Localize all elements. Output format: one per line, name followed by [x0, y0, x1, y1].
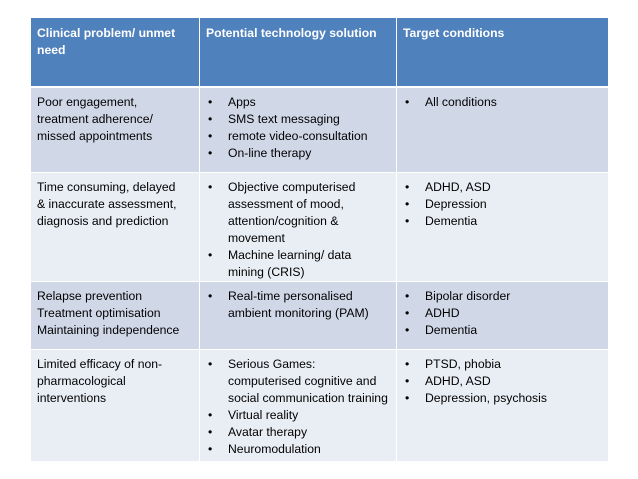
header-cell-technology-solution: Potential technology solution [200, 18, 397, 88]
solution-item [206, 247, 390, 281]
bullet-icon: • [208, 289, 213, 303]
bullet-icon: • [208, 408, 213, 422]
problem-cell [31, 350, 200, 462]
conditions-list [403, 179, 602, 230]
solution-item [206, 288, 390, 322]
problem-cell [31, 173, 200, 282]
solution-item-text: Neuromodulation [228, 442, 321, 456]
problem-line: Relapse prevention [37, 289, 143, 303]
conditions-cell [397, 282, 608, 350]
conditions-cell [397, 350, 608, 462]
problem-line: & inaccurate assessment, [37, 197, 177, 211]
problem-line: missed appointments [37, 129, 153, 143]
condition-item [403, 322, 602, 339]
bullet-icon: • [405, 95, 410, 109]
solution-cell [200, 350, 397, 462]
solution-item-text: On-line therapy [228, 146, 312, 160]
bullet-icon: • [208, 112, 213, 126]
condition-item-text: Dementia [425, 323, 478, 337]
problem-line: Maintaining independence [37, 323, 180, 337]
solution-list [206, 179, 390, 281]
condition-item [403, 356, 602, 373]
conditions-list [403, 356, 602, 407]
solution-item [206, 94, 390, 111]
solution-item [206, 145, 390, 162]
solution-list [206, 288, 390, 322]
condition-item-text: ADHD, ASD [425, 374, 491, 388]
bullet-icon: • [208, 95, 213, 109]
technology-solutions-table [31, 18, 608, 462]
solution-item [206, 356, 390, 407]
solution-item-text: Real-time personalised ambient monitoring (PAM) [228, 289, 369, 320]
solution-item-text: SMS text messaging [228, 112, 340, 126]
bullet-icon: • [405, 357, 410, 371]
condition-item-text: Bipolar disorder [425, 289, 511, 303]
problem-line: Limited efficacy of non- [37, 357, 163, 371]
condition-item [403, 213, 602, 230]
problem-line: diagnosis and prediction [37, 214, 169, 228]
condition-item [403, 373, 602, 390]
solution-item [206, 128, 390, 145]
problem-cell [31, 88, 200, 173]
problem-cell [31, 282, 200, 350]
problem-line: interventions [37, 391, 107, 405]
bullet-icon: • [208, 248, 213, 262]
solution-item [206, 424, 390, 441]
condition-item [403, 196, 602, 213]
solution-item-text: remote video-consultation [228, 129, 368, 143]
bullet-icon: • [405, 197, 410, 211]
condition-item-text: All conditions [425, 95, 497, 109]
solution-list [206, 356, 390, 458]
solution-item [206, 441, 390, 458]
bullet-icon: • [405, 289, 410, 303]
problem-line: pharmacological [37, 374, 126, 388]
bullet-icon: • [405, 374, 410, 388]
header-cell-target-conditions: Target conditions [397, 18, 608, 88]
solution-item [206, 179, 390, 247]
bullet-icon: • [405, 391, 410, 405]
bullet-icon: • [405, 180, 410, 194]
bullet-icon: • [208, 425, 213, 439]
condition-item [403, 305, 602, 322]
solution-item [206, 407, 390, 424]
problem-line: Time consuming, delayed [37, 180, 176, 194]
bullet-icon: • [208, 442, 213, 456]
bullet-icon: • [208, 129, 213, 143]
condition-item-text: ADHD, ASD [425, 180, 491, 194]
solution-list [206, 94, 390, 162]
solution-item-text: Virtual reality [228, 408, 299, 422]
solution-item-text: Serious Games: computerised cognitive and social communication training [228, 357, 388, 405]
condition-item-text: Depression [425, 197, 487, 211]
solution-item-text: Objective computerised assessment of mood, attention/cognition & movement [228, 180, 356, 245]
conditions-list [403, 288, 602, 339]
conditions-list [403, 94, 602, 111]
conditions-cell [397, 88, 608, 173]
condition-item [403, 179, 602, 196]
conditions-cell [397, 173, 608, 282]
condition-item-text: ADHD [425, 306, 460, 320]
condition-item [403, 390, 602, 407]
condition-item-text: Dementia [425, 214, 478, 228]
condition-item [403, 94, 602, 111]
bullet-icon: • [405, 323, 410, 337]
problem-line: treatment adherence/ [37, 112, 153, 126]
problem-line: Poor engagement, [37, 95, 138, 109]
solution-cell [200, 282, 397, 350]
header-cell-clinical-problem: Clinical problem/ unmet need [31, 18, 200, 88]
condition-item-text: PTSD, phobia [425, 357, 501, 371]
bullet-icon: • [405, 306, 410, 320]
bullet-icon: • [208, 180, 213, 194]
solution-item-text: Avatar therapy [228, 425, 308, 439]
solution-item-text: Apps [228, 95, 256, 109]
solution-cell [200, 88, 397, 173]
bullet-icon: • [208, 357, 213, 371]
bullet-icon: • [208, 146, 213, 160]
bullet-icon: • [405, 214, 410, 228]
problem-line: Treatment optimisation [37, 306, 161, 320]
condition-item-text: Depression, psychosis [425, 391, 547, 405]
solution-cell [200, 173, 397, 282]
solution-item-text: Machine learning/ data mining (CRIS) [228, 248, 352, 279]
condition-item [403, 288, 602, 305]
solution-item [206, 111, 390, 128]
